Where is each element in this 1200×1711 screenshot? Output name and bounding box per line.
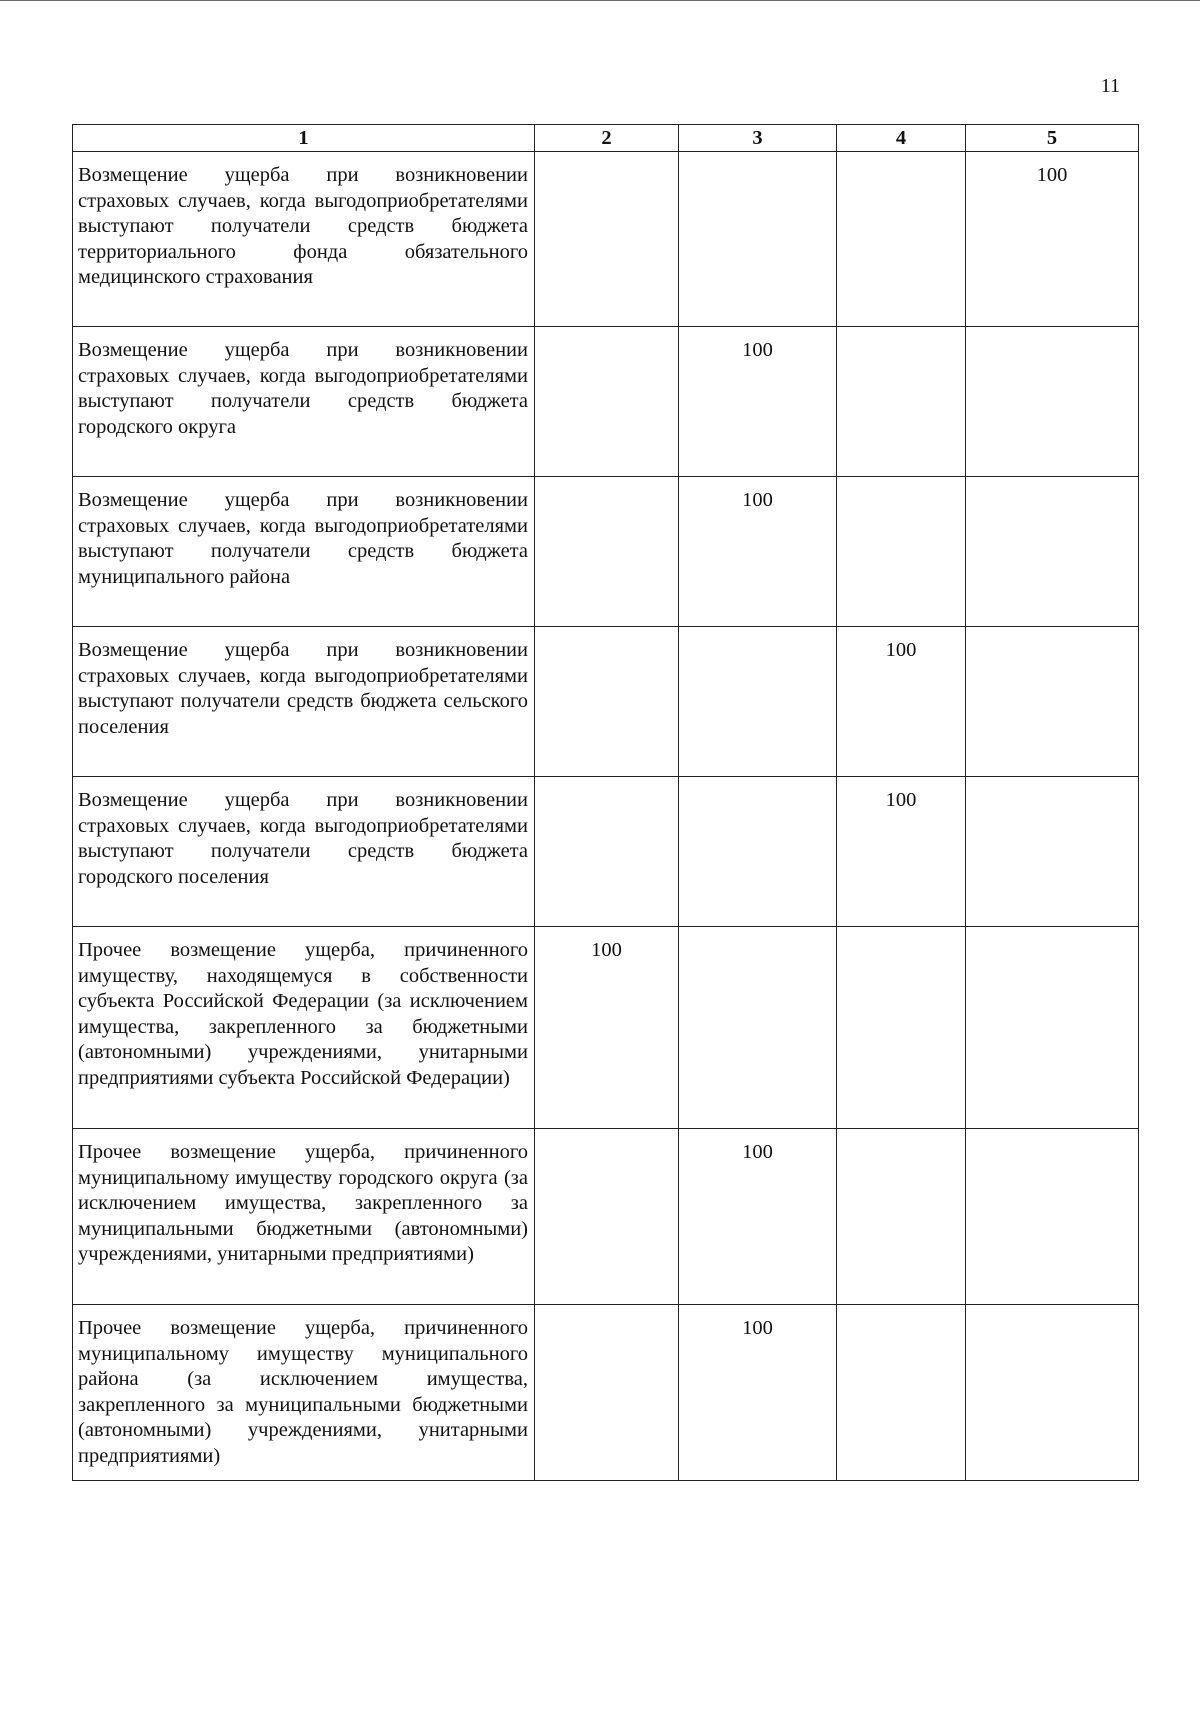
row-description: Прочее возмещение ущерба, причиненного имуществу, находящемуся в собственности субъекта Российской Федерации (за исключением имущества, закрепленного за бюджетными (автономными) учреждениями, унитарными предприятиями субъекта Российской Федерации) [73, 927, 535, 1129]
table-header-row [73, 125, 1139, 152]
table-row [73, 152, 1139, 327]
cell-col-5 [966, 627, 1139, 777]
table-row [73, 327, 1139, 477]
cell-col-4 [837, 927, 966, 1129]
column-header-1: 1 [73, 125, 535, 152]
page-top-edge [0, 0, 1200, 1]
row-description: Прочее возмещение ущерба, причиненного муниципальному имуществу городского округа (за исключением имущества, закрепленного за муниципальными бюджетными (автономными) учреждениями, унитарными предприятиями) [73, 1129, 535, 1305]
cell-col-5 [966, 327, 1139, 477]
cell-col-3 [679, 152, 837, 327]
cell-col-5 [966, 477, 1139, 627]
cell-col-3: 100 [679, 1305, 837, 1481]
cell-col-4 [837, 477, 966, 627]
cell-col-3 [679, 777, 837, 927]
row-description: Возмещение ущерба при возникновении страховых случаев, когда выгодоприобретателями выступают получатели средств бюджета городского округа [73, 327, 535, 477]
table-row [73, 477, 1139, 627]
cell-col-2: 100 [535, 927, 679, 1129]
cell-col-4 [837, 152, 966, 327]
cell-col-4: 100 [837, 777, 966, 927]
row-description: Прочее возмещение ущерба, причиненного муниципальному имуществу муниципального района (за исключением имущества, закрепленного за муниципальными бюджетными (автономными) учреждениями, унитарными предприятиями) [73, 1305, 535, 1481]
cell-col-2 [535, 777, 679, 927]
cell-col-5 [966, 1305, 1139, 1481]
table-row [73, 627, 1139, 777]
cell-col-4 [837, 327, 966, 477]
cell-col-3: 100 [679, 327, 837, 477]
cell-col-3 [679, 627, 837, 777]
row-description: Возмещение ущерба при возникновении страховых случаев, когда выгодоприобретателями выступают получатели средств бюджета сельского поселения [73, 627, 535, 777]
cell-col-5: 100 [966, 152, 1139, 327]
row-description: Возмещение ущерба при возникновении страховых случаев, когда выгодоприобретателями выступают получатели средств бюджета территориального фонда обязательного медицинского страхования [73, 152, 535, 327]
cell-col-2 [535, 1305, 679, 1481]
table-row [73, 1129, 1139, 1305]
cell-col-5 [966, 777, 1139, 927]
cell-col-2 [535, 327, 679, 477]
table-row [73, 1305, 1139, 1481]
cell-col-3: 100 [679, 1129, 837, 1305]
column-header-3: 3 [679, 125, 837, 152]
cell-col-4 [837, 1305, 966, 1481]
cell-col-5 [966, 927, 1139, 1129]
cell-col-3 [679, 927, 837, 1129]
cell-col-2 [535, 152, 679, 327]
cell-col-5 [966, 1129, 1139, 1305]
table-row [73, 777, 1139, 927]
row-description: Возмещение ущерба при возникновении страховых случаев, когда выгодоприобретателями выступают получатели средств бюджета муниципального района [73, 477, 535, 627]
row-description: Возмещение ущерба при возникновении страховых случаев, когда выгодоприобретателями выступают получатели средств бюджета городского поселения [73, 777, 535, 927]
cell-col-4 [837, 1129, 966, 1305]
column-header-4: 4 [837, 125, 966, 152]
page-number: 11 [1100, 75, 1120, 97]
cell-col-3: 100 [679, 477, 837, 627]
column-header-2: 2 [535, 125, 679, 152]
column-header-5: 5 [966, 125, 1139, 152]
data-table [72, 124, 1139, 1481]
cell-col-2 [535, 477, 679, 627]
table-row [73, 927, 1139, 1129]
cell-col-2 [535, 627, 679, 777]
cell-col-4: 100 [837, 627, 966, 777]
cell-col-2 [535, 1129, 679, 1305]
